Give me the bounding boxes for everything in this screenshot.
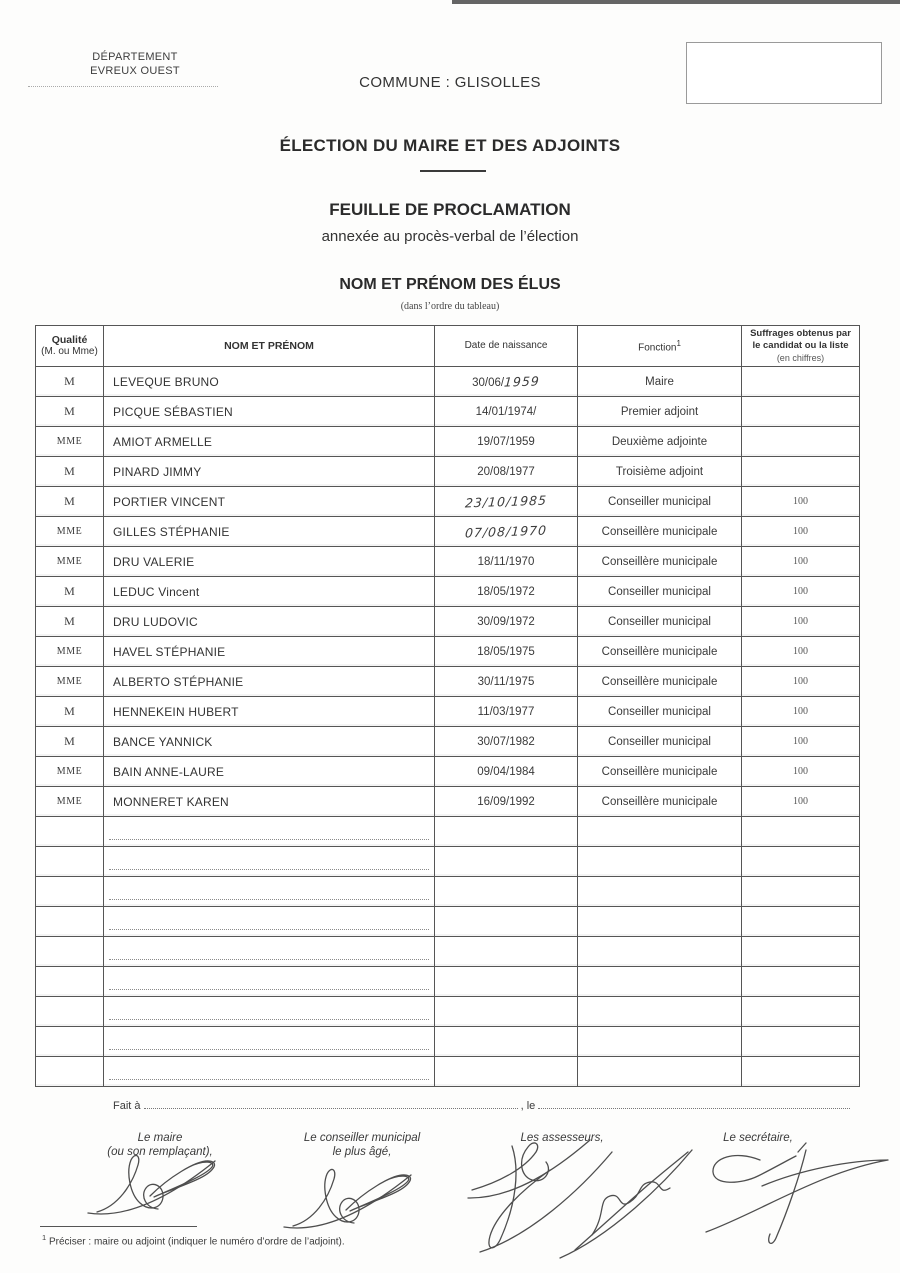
birthdate-cell xyxy=(435,517,578,547)
qualite-cell xyxy=(36,997,104,1027)
function-cell xyxy=(578,877,742,907)
commune-label: COMMUNE : GLISOLLES xyxy=(359,74,541,91)
function-cell: Conseillère municipale xyxy=(578,517,742,547)
sheet-title: FEUILLE DE PROCLAMATION xyxy=(329,200,571,219)
function-cell xyxy=(578,907,742,937)
footnote: $^1$ Préciser : maire ou adjoint (indiquer le numéro d’ordre de l’adjoint). xyxy=(42,1233,345,1248)
table-row xyxy=(36,517,860,547)
birthdate-printed: 30/07/1982 xyxy=(477,735,535,748)
empty-table-row xyxy=(36,1027,860,1057)
birthdate-handwritten: 1959 xyxy=(503,373,541,390)
fait-a-label: Fait à xyxy=(113,1100,141,1112)
name-cell: ALBERTO STÉPHANIE xyxy=(104,667,435,697)
function-cell: Conseiller municipal xyxy=(578,697,742,727)
qualite-cell xyxy=(36,937,104,967)
function-cell: Conseillère municipale xyxy=(578,637,742,667)
qualite-cell: M xyxy=(36,457,104,487)
birthdate-cell xyxy=(435,427,578,457)
name-cell: PICQUE SÉBASTIEN xyxy=(104,397,435,427)
name-cell: PINARD JIMMY xyxy=(104,457,435,487)
qualite-cell xyxy=(36,1027,104,1057)
dotted-blank-line xyxy=(109,989,429,990)
birthdate-printed: 09/04/1984 xyxy=(477,765,535,778)
birthdate-cell xyxy=(435,1057,578,1087)
birthdate-cell xyxy=(435,397,578,427)
empty-table-row xyxy=(36,907,860,937)
table-row xyxy=(36,367,860,397)
birthdate-cell xyxy=(435,877,578,907)
dotted-blank-line xyxy=(109,929,429,930)
function-cell: Premier adjoint xyxy=(578,397,742,427)
page-title: ÉLECTION DU MAIRE ET DES ADJOINTS xyxy=(279,136,621,155)
sheet-subtitle: annexée au procès-verbal de l’élection xyxy=(321,228,579,245)
qualite-cell: MME xyxy=(36,517,104,547)
function-cell: Conseillère municipale xyxy=(578,757,742,787)
table-row xyxy=(36,457,860,487)
signature-assesseur1-icon xyxy=(468,1140,612,1252)
birthdate-cell xyxy=(435,487,578,517)
department-line2: EVREUX OUEST xyxy=(90,65,180,77)
name-cell: GILLES STÉPHANIE xyxy=(104,517,435,547)
qualite-cell xyxy=(36,877,104,907)
empty-table-row xyxy=(36,877,860,907)
votes-cell: 100 xyxy=(742,577,860,607)
birthdate-cell xyxy=(435,787,578,817)
votes-cell xyxy=(742,907,860,937)
function-cell: Conseillère municipale xyxy=(578,547,742,577)
qualite-cell: MME xyxy=(36,547,104,577)
votes-cell xyxy=(742,967,860,997)
header-qualite: Qualité (M. ou Mme) xyxy=(36,326,104,367)
signature-secretaire-icon xyxy=(706,1143,888,1243)
name-cell xyxy=(104,967,435,997)
birthdate-handwritten: 07/08/1970 xyxy=(464,522,548,541)
dotted-blank-line xyxy=(109,839,429,840)
caption-maire: Le maire (ou son remplaçant), xyxy=(107,1132,213,1158)
birthdate-printed: 14/01/1974/ xyxy=(475,405,537,418)
header-date: Date de naissance xyxy=(435,326,578,367)
birthdate-cell xyxy=(435,907,578,937)
qualite-cell: M xyxy=(36,607,104,637)
qualite-cell: MME xyxy=(36,787,104,817)
le-dotted-blank xyxy=(538,1108,850,1109)
votes-cell: 100 xyxy=(742,697,860,727)
department-line1: DÉPARTEMENT xyxy=(92,51,178,63)
table-row xyxy=(36,757,860,787)
function-cell: Maire xyxy=(578,367,742,397)
birthdate-cell xyxy=(435,817,578,847)
table-row xyxy=(36,577,860,607)
name-cell: BANCE YANNICK xyxy=(104,727,435,757)
votes-cell: 100 xyxy=(742,637,860,667)
name-cell xyxy=(104,877,435,907)
votes-cell xyxy=(742,427,860,457)
name-cell: PORTIER VINCENT xyxy=(104,487,435,517)
function-cell xyxy=(578,1057,742,1087)
votes-cell xyxy=(742,817,860,847)
function-cell xyxy=(578,997,742,1027)
birthdate-printed: 18/11/1970 xyxy=(477,555,535,568)
dotted-blank-line xyxy=(109,1079,429,1080)
qualite-cell: M xyxy=(36,367,104,397)
qualite-cell: MME xyxy=(36,757,104,787)
stamp-box xyxy=(686,42,882,104)
table-header-row xyxy=(36,326,860,367)
votes-cell xyxy=(742,847,860,877)
birthdate-cell xyxy=(435,577,578,607)
name-cell xyxy=(104,1057,435,1087)
function-cell xyxy=(578,937,742,967)
birthdate-cell xyxy=(435,727,578,757)
signature-maire-icon xyxy=(88,1155,215,1214)
dotted-blank-line xyxy=(109,959,429,960)
votes-cell: 100 xyxy=(742,607,860,637)
empty-table-row xyxy=(36,1057,860,1087)
name-cell: HAVEL STÉPHANIE xyxy=(104,637,435,667)
empty-table-row xyxy=(36,847,860,877)
birthdate-cell xyxy=(435,997,578,1027)
name-cell: HENNEKEIN HUBERT xyxy=(104,697,435,727)
votes-cell xyxy=(742,937,860,967)
birthdate-cell xyxy=(435,1027,578,1057)
dotted-blank-line xyxy=(109,869,429,870)
empty-table-row xyxy=(36,997,860,1027)
votes-cell: 100 xyxy=(742,487,860,517)
name-cell: MONNERET KAREN xyxy=(104,787,435,817)
function-cell: Conseiller municipal xyxy=(578,607,742,637)
birthdate-cell xyxy=(435,637,578,667)
birthdate-printed: 30/09/1972 xyxy=(477,615,535,628)
table-row xyxy=(36,667,860,697)
qualite-cell xyxy=(36,847,104,877)
dotted-blank-line xyxy=(109,1019,429,1020)
birthdate-cell xyxy=(435,937,578,967)
fait-a-line xyxy=(113,1100,853,1112)
function-cell: Conseiller municipal xyxy=(578,487,742,517)
scan-artifact-bar xyxy=(452,0,900,4)
qualite-cell: MME xyxy=(36,637,104,667)
function-cell xyxy=(578,967,742,997)
qualite-cell xyxy=(36,817,104,847)
birthdate-cell xyxy=(435,967,578,997)
birthdate-printed: 18/05/1975 xyxy=(477,645,535,658)
table-row xyxy=(36,697,860,727)
birthdate-handwritten: 23/10/1985 xyxy=(464,492,548,511)
birthdate-printed: 11/03/1977 xyxy=(477,705,535,718)
votes-cell: 100 xyxy=(742,727,860,757)
name-cell xyxy=(104,1027,435,1057)
votes-cell: 100 xyxy=(742,547,860,577)
votes-cell: 100 xyxy=(742,667,860,697)
caption-conseiller: Le conseiller municipal le plus âgé, xyxy=(303,1132,421,1158)
name-cell: DRU VALERIE xyxy=(104,547,435,577)
qualite-cell xyxy=(36,1057,104,1087)
empty-table-row xyxy=(36,817,860,847)
table-row xyxy=(36,397,860,427)
qualite-cell: M xyxy=(36,577,104,607)
function-cell xyxy=(578,847,742,877)
birthdate-cell xyxy=(435,607,578,637)
qualite-cell: M xyxy=(36,487,104,517)
qualite-cell: M xyxy=(36,697,104,727)
name-cell xyxy=(104,907,435,937)
table-row xyxy=(36,487,860,517)
signature-assesseur2-icon xyxy=(560,1150,692,1258)
name-cell: LEDUC Vincent xyxy=(104,577,435,607)
dotted-blank-line xyxy=(109,899,429,900)
table-row xyxy=(36,547,860,577)
qualite-cell: MME xyxy=(36,667,104,697)
birthdate-printed: 19/07/1959 xyxy=(477,435,535,448)
table-row xyxy=(36,427,860,457)
names-heading: NOM ET PRÉNOM DES ÉLUS xyxy=(339,276,561,293)
birthdate-cell xyxy=(435,667,578,697)
names-heading-note: (dans l’ordre du tableau) xyxy=(400,301,500,312)
table-row xyxy=(36,727,860,757)
votes-cell: 100 xyxy=(742,517,860,547)
signature-conseiller-icon xyxy=(284,1169,411,1228)
votes-cell xyxy=(742,1027,860,1057)
birthdate-printed: 16/09/1992 xyxy=(477,795,535,808)
birthdate-printed: 30/11/1975 xyxy=(477,675,535,688)
header-fonction: Fonction$^1$ xyxy=(578,326,742,367)
votes-cell xyxy=(742,367,860,397)
birthdate-cell xyxy=(435,457,578,487)
table-row xyxy=(36,607,860,637)
birthdate-printed: 18/05/1972 xyxy=(477,585,535,598)
qualite-cell: MME xyxy=(36,427,104,457)
name-cell: BAIN ANNE-LAURE xyxy=(104,757,435,787)
votes-cell xyxy=(742,997,860,1027)
title-separator xyxy=(420,170,486,172)
footnote-separator xyxy=(40,1226,197,1227)
le-label: , le xyxy=(520,1100,536,1112)
birthdate-cell xyxy=(435,547,578,577)
table xyxy=(35,325,860,1087)
birthdate-cell xyxy=(435,847,578,877)
name-cell xyxy=(104,817,435,847)
caption-assesseurs: Les assesseurs, xyxy=(520,1132,604,1144)
birthdate-cell xyxy=(435,697,578,727)
votes-cell xyxy=(742,457,860,487)
birthdate-cell xyxy=(435,367,578,397)
function-cell: Conseiller municipal xyxy=(578,577,742,607)
elected-officials-table xyxy=(35,325,860,1087)
birthdate-printed: 20/08/1977 xyxy=(477,465,535,478)
votes-cell xyxy=(742,397,860,427)
qualite-cell: M xyxy=(36,727,104,757)
votes-cell xyxy=(742,1057,860,1087)
table-body xyxy=(36,367,860,1087)
qualite-cell xyxy=(36,907,104,937)
empty-table-row xyxy=(36,937,860,967)
header-suffrages: Suffrages obtenus par le candidat ou la liste (en chiffres) xyxy=(742,326,860,367)
name-cell: DRU LUDOVIC xyxy=(104,607,435,637)
name-cell xyxy=(104,997,435,1027)
votes-cell xyxy=(742,877,860,907)
caption-secretaire: Le secrétaire, xyxy=(723,1132,793,1144)
name-cell xyxy=(104,937,435,967)
function-cell: Conseillère municipale xyxy=(578,667,742,697)
name-cell: AMIOT ARMELLE xyxy=(104,427,435,457)
function-cell: Conseiller municipal xyxy=(578,727,742,757)
function-cell xyxy=(578,1027,742,1057)
function-cell: Deuxième adjointe xyxy=(578,427,742,457)
name-cell xyxy=(104,847,435,877)
function-cell: Troisième adjoint xyxy=(578,457,742,487)
function-cell xyxy=(578,817,742,847)
header-nom: NOM ET PRÉNOM xyxy=(104,326,435,367)
birthdate-printed: 30/06/ xyxy=(472,377,505,389)
table-row xyxy=(36,787,860,817)
qualite-cell xyxy=(36,967,104,997)
name-cell: LEVEQUE BRUNO xyxy=(104,367,435,397)
table-row xyxy=(36,637,860,667)
qualite-cell: M xyxy=(36,397,104,427)
fait-a-dotted-blank xyxy=(144,1108,518,1109)
votes-cell: 100 xyxy=(742,757,860,787)
dotted-blank-line xyxy=(109,1049,429,1050)
function-cell: Conseillère municipale xyxy=(578,787,742,817)
birthdate-cell xyxy=(435,757,578,787)
empty-table-row xyxy=(36,967,860,997)
votes-cell: 100 xyxy=(742,787,860,817)
